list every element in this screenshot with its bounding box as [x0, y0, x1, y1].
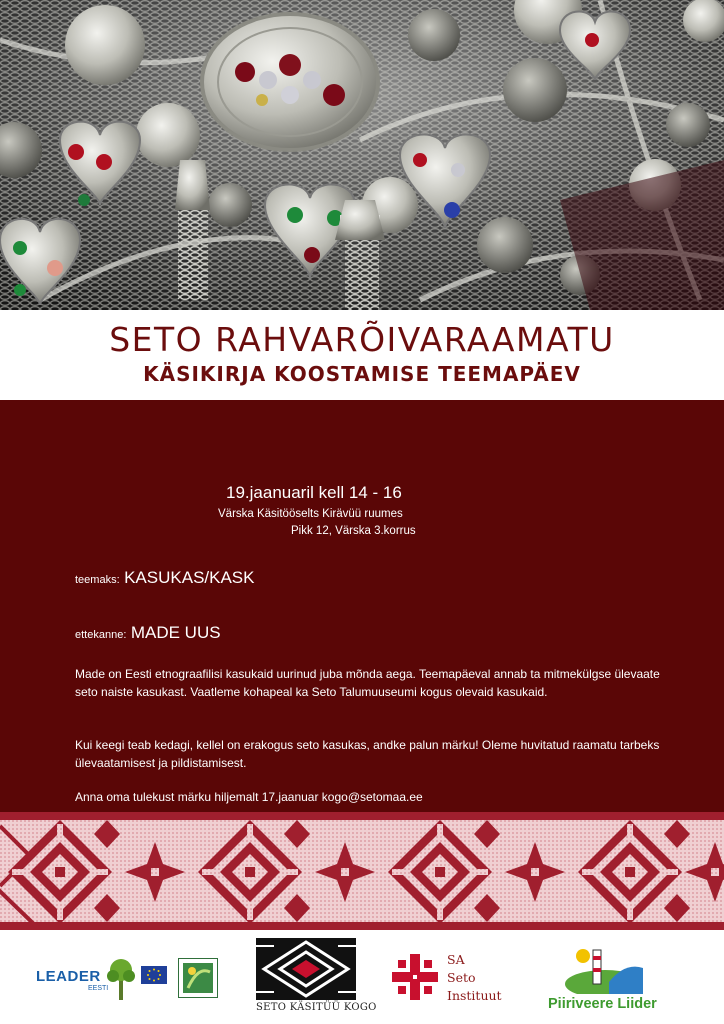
- title-band: [0, 310, 724, 400]
- speaker-label: ettekanne:: [75, 629, 127, 641]
- seto-kogo-logo-text: SETO KÄSITÜÜ KOGO: [256, 1002, 377, 1013]
- topic-row: [75, 568, 254, 588]
- leader-green-logo-icon: [178, 958, 218, 998]
- piiriveere-logo-text: Piiriveere Liider: [548, 996, 657, 1012]
- seto-institute-cross-icon: [392, 952, 438, 1002]
- institute-line1: SA: [447, 952, 465, 967]
- seto-kogo-emblem-icon: [256, 938, 356, 1000]
- piiriveere-landscape-icon: [565, 942, 643, 994]
- page-subtitle: KÄSIKIRJA KOOSTAMISE TEEMAPÄEV: [143, 362, 581, 386]
- topic-label: teemaks:: [75, 574, 120, 586]
- woven-ornament-band: [0, 812, 724, 930]
- sponsor-footer: [0, 930, 724, 1024]
- event-info-panel: [0, 400, 724, 812]
- institute-line3: Instituut: [447, 988, 502, 1003]
- event-date-time: 19.jaanuaril kell 14 - 16: [226, 483, 402, 502]
- event-venue-line1: Värska Käsitööselts Kirävüü ruumes: [218, 508, 403, 520]
- rsvp-paragraph: Anna oma tulekust märku hiljemalt 17.jaanuar kogo@setomaa.ee: [75, 790, 423, 804]
- hero-jewelry-photo: [0, 0, 724, 310]
- institute-line2: Seto: [447, 970, 476, 985]
- tree-icon: [104, 956, 138, 1000]
- event-venue-line2: Pikk 12, Värska 3.korrus: [291, 525, 416, 537]
- leader-logo-text: LEADER: [36, 968, 101, 985]
- description-paragraph: Made on Eesti etnograafilisi kasukaid uurinud juba mõnda aega. Teemapäeval annab ta mitmekülgse ülevaate seto naiste kasukast. Vaatleme kohapeal ka Seto Talumuuseumi kogus olevaid kasukaid.: [75, 667, 660, 699]
- appeal-paragraph: Kui keegi teab kedagi, kellel on erakogus seto kasukas, andke palun märku! Oleme huvitatud raamatu tarbeks ülevaatamisest ja pildistamisest.: [75, 738, 660, 770]
- page-title: SETO RAHVARÕIVARAAMATU: [109, 320, 615, 359]
- speaker-row: [75, 623, 221, 643]
- eu-flag-icon: [141, 966, 167, 984]
- leader-logo-subtext: EESTI: [88, 985, 109, 992]
- topic-value: KASUKAS/KASK: [124, 568, 255, 587]
- speaker-value: MADE UUS: [130, 623, 221, 642]
